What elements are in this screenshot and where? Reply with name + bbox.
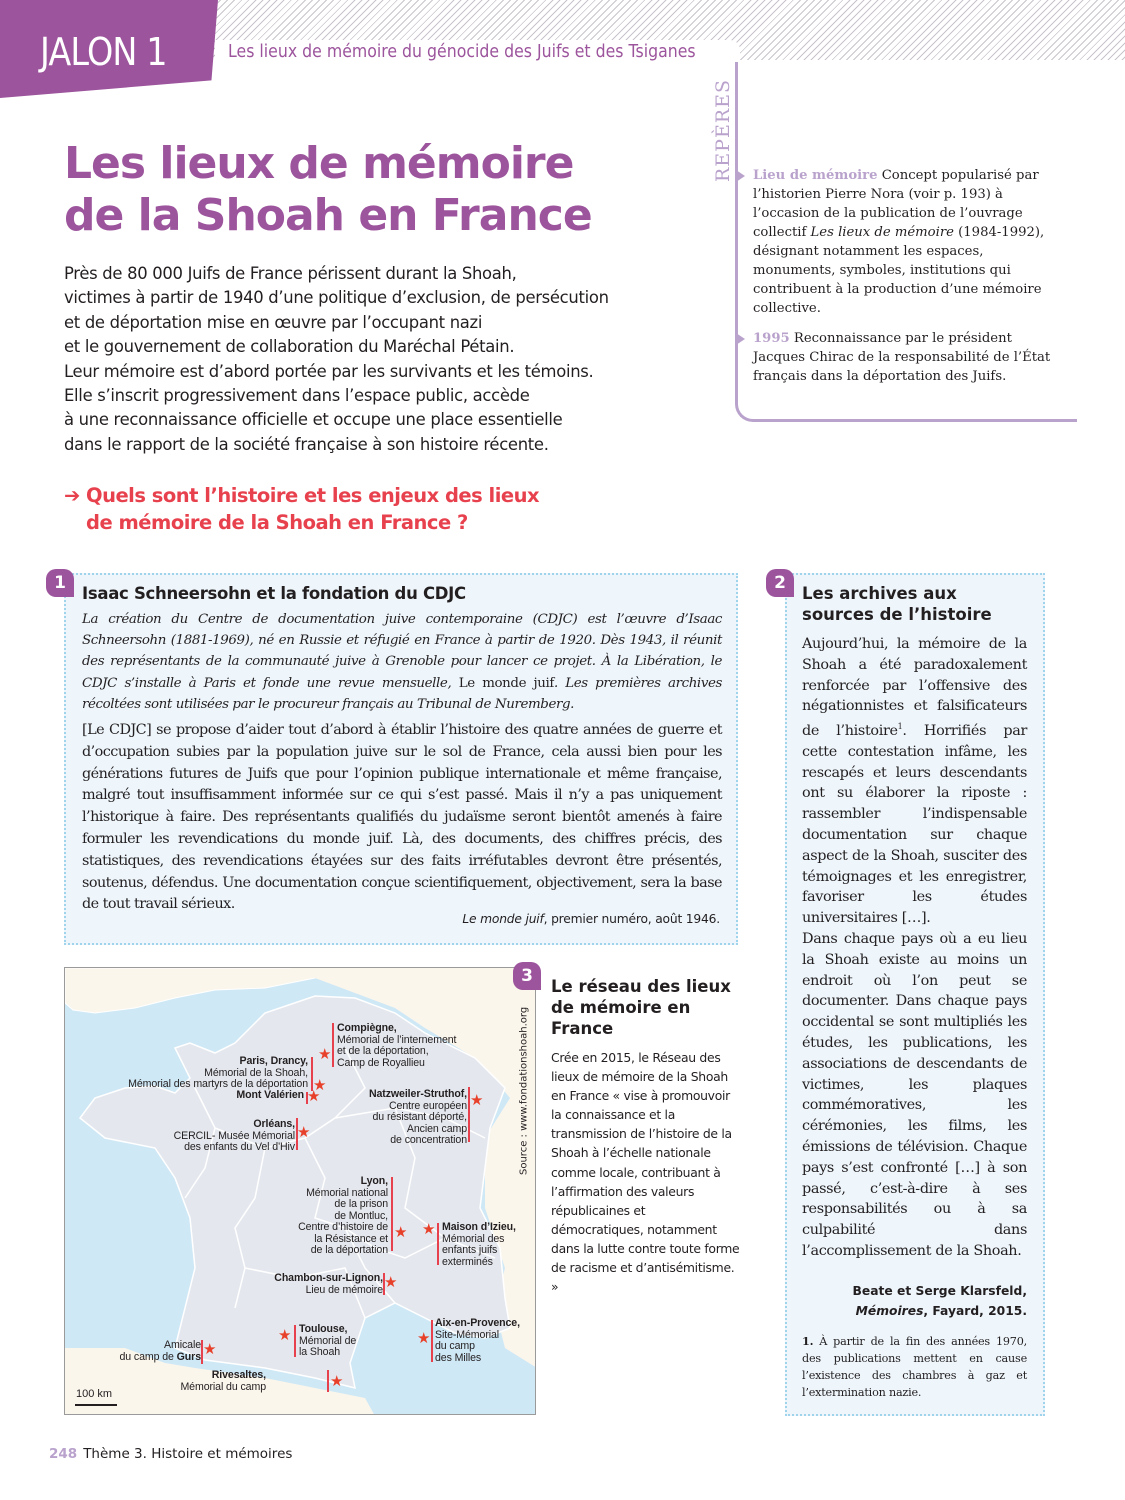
star-marker-icon: ★ — [278, 1326, 292, 1344]
place-description: de la déportation — [310, 1244, 388, 1256]
map-leader-line — [327, 1370, 329, 1392]
document-2-footnote — [802, 1333, 1027, 1401]
map-label-gurs — [119, 1340, 201, 1363]
question-line1: Quels sont l’histoire et les enjeux des lieux — [86, 484, 540, 507]
star-marker-icon: ★ — [384, 1273, 398, 1291]
document-2-number-badge: 2 — [766, 569, 794, 597]
document-2-paragraph-1-end: . Horrifiés par cette contestation infâme, les rescapés et leurs descendants ont su élaborer la riposte : rassembler l’indispensable documentation sur chaque aspect de la Shoah, susciter des témoignages et les enregistrer, favoriser les études universitaires […]. — [802, 722, 1027, 927]
page-title-line1: Les lieux de mémoire — [64, 138, 574, 189]
star-marker-icon: ★ — [203, 1340, 217, 1358]
place-description: la Shoah — [299, 1346, 341, 1358]
reperes-entry-1995 — [753, 329, 1053, 386]
place-description: et de la déportation, — [337, 1045, 429, 1057]
star-marker-icon: ★ — [330, 1372, 344, 1390]
document-2-source-author: Beate et Serge Klarsfeld, — [852, 1284, 1027, 1298]
place-name: Lyon, — [360, 1175, 388, 1187]
intro-line: Elle s’inscrit progressivement dans l’espace public, accède — [64, 386, 530, 406]
place-description: de Montluc, — [334, 1209, 388, 1222]
footer-theme: Thème 3. Histoire et mémoires — [83, 1446, 293, 1462]
question-line2: de mémoire de la Shoah en France ? — [86, 511, 468, 534]
page-title-line2: de la Shoah en France — [64, 190, 592, 241]
document-2-title: Les archives aux sources de l’histoire — [802, 584, 992, 624]
place-description: des Milles — [435, 1351, 482, 1364]
intro-line: et de déportation mise en œuvre par l’occupant nazi — [64, 312, 483, 332]
intro-line: victimes à partir de 1940 d’une politique d’exclusion, de persécution — [64, 288, 609, 308]
page-footer — [49, 1446, 292, 1462]
document-1-title: Isaac Schneersohn et la fondation du CDJC — [82, 584, 466, 603]
reperes-text: Reconnaissance par le président Jacques Chirac de la responsabilité de l’État français dans la déportation des Juifs. — [753, 331, 1051, 384]
document-1-introduction — [82, 609, 722, 715]
document-1-source-title: Le monde juif — [462, 912, 544, 926]
reperes-text-end: (1984-1992), désignant notamment les espaces, monuments, symboles, institutions qui contribuent à la production d’une mémoire collective. — [753, 225, 1045, 316]
document-1-journal-title: Le monde juif — [458, 675, 554, 691]
document-2-source — [802, 1281, 1027, 1321]
map-label-maison-izieu — [442, 1222, 516, 1268]
footnote-text: À partir de la fin des années 1970, des publications mettent en cause l’existence des chambres à gaz et l’extermination nazie. — [802, 1335, 1027, 1399]
place-name: Gurs — [176, 1350, 201, 1363]
place-description: Centre d’histoire de — [298, 1221, 388, 1233]
intro-line: et le gouvernement de collaboration du Maréchal Pétain. — [64, 337, 515, 357]
document-2-paragraph-2: Dans chaque pays où a eu lieu la Shoah existe au moins un endroit où l’on peut se documenter. Dans chaque pays occidental se sont multipliés les études, les publications, les associations de descendants de victimes, les plaques commémoratives, les cérémonies, les films, les émissions de télévision. Chaque pays s’est confronté […] à son passé, c’est-à-dire à ses responsabilités ou à sa culpabilité dans l’accomplissement de la Shoah. — [802, 930, 1027, 1259]
place-description: Mémorial de la Shoah, — [204, 1066, 308, 1079]
reperes-text: Concept popularisé par l’historien Pierre Nora (voir p. 193) à l’occasion de la publication de l’ouvrage collectif — [753, 168, 1039, 240]
map-label-rivesaltes — [180, 1370, 266, 1393]
star-marker-icon: ★ — [313, 1076, 327, 1094]
place-name: Aix-en-Provence, — [435, 1317, 520, 1329]
place-name: Compiègne, — [337, 1022, 397, 1034]
document-3-number-badge: 3 — [513, 962, 541, 990]
place-description: Ancien camp — [406, 1122, 467, 1135]
place-description: Lieu de mémoire — [305, 1283, 383, 1296]
map-label-toulouse — [299, 1324, 356, 1359]
reperes-book-title: Les lieux de mémoire — [810, 225, 954, 240]
star-marker-icon: ★ — [394, 1223, 408, 1241]
map-label-chambon-sur-lignon — [274, 1273, 383, 1296]
star-marker-icon: ★ — [307, 1087, 321, 1105]
map-leader-line — [437, 1223, 439, 1265]
map-leader-line — [431, 1320, 433, 1362]
place-description: la Résistance et — [314, 1232, 388, 1245]
document-2-text — [802, 634, 1027, 1262]
place-name: Natzweiler-Struthof, — [368, 1088, 467, 1100]
map-label-natzweiler-struthof — [369, 1089, 467, 1147]
arrow-right-icon: ➔ — [64, 484, 80, 507]
reperes-title: REPÈRES — [712, 78, 734, 182]
place-description: du camp — [435, 1340, 475, 1352]
intro-paragraph — [64, 262, 684, 457]
document-1-source — [462, 912, 720, 926]
place-description: de la prison — [334, 1198, 388, 1210]
header-subtitle: Les lieux de mémoire du génocide des Juifs et des Tsiganes — [228, 42, 696, 62]
map-label-aix-en-provence — [435, 1318, 520, 1364]
place-name: Chambon-sur-Lignon, — [274, 1272, 383, 1284]
place-description: Mémorial de l’internement — [337, 1033, 457, 1046]
place-description: exterminés — [442, 1255, 493, 1268]
place-description: Mémorial du camp — [180, 1380, 266, 1393]
footnote-reference: 1 — [897, 722, 903, 732]
document-1-number-badge: 1 — [46, 569, 74, 597]
document-1-source-details: , premier numéro, août 1946. — [543, 912, 720, 926]
place-description: Centre européen — [388, 1099, 467, 1112]
reperes-entry-lieu-de-memoire — [753, 166, 1053, 318]
document-2-source-details: , Fayard, 2015. — [923, 1304, 1027, 1318]
place-name: Paris, Drancy, — [239, 1055, 308, 1067]
place-description: CERCIL- Musée Mémorial — [173, 1129, 295, 1142]
place-name: Orléans, — [253, 1118, 295, 1130]
page-title — [64, 138, 704, 242]
document-2-source-book: Mémoires — [855, 1304, 924, 1318]
place-description: enfants juifs — [442, 1244, 498, 1256]
map-label-mont-valerien — [236, 1090, 304, 1102]
place-description: Mémorial des martyrs de la déportation — [128, 1078, 308, 1090]
place-description: Mémorial des — [442, 1232, 505, 1245]
map-label-lyon — [298, 1176, 388, 1257]
problematic-question — [64, 482, 684, 536]
map-leader-line — [391, 1177, 393, 1251]
map-label-paris-drancy — [128, 1056, 308, 1091]
place-description: Camp de Royallieu — [337, 1056, 425, 1069]
star-marker-icon: ★ — [417, 1329, 431, 1347]
star-marker-icon: ★ — [297, 1123, 311, 1141]
jalon-label: JALON 1 — [40, 30, 167, 74]
place-description: des enfants du Vel d'Hiv — [184, 1141, 295, 1153]
place-description: Mémorial de — [299, 1334, 357, 1347]
reperes-term: 1995 — [753, 331, 790, 346]
map-leader-line — [332, 1023, 334, 1067]
map-source: Source : www.fondationshoah.org — [518, 1006, 530, 1175]
document-1-quote: [Le CDJC] se propose d’aider tout d’abord à établir l’histoire des quatre années de guerre et d’occupation subies par la population juive sur le sol de France, cela aussi bien pour les générations futures de Juifs que pour l’opinion publique internationale et même française, malgré tout insuffisamment informée sur ce qui s’est passé. Mais il n’y a pas uniquement l’historique à faire. Des représentants qualifiés du judaïsme seront bientôt amenés à faire formuler les revendications du monde juif. Là, des documents, des chiffres précis, des statistiques, des revendications étayées sur des faits irréfutables devront être présentés, soutenus, défendus. Une documentation conçue scientifiquement, objectivement, sera la base de tout travail sérieux. — [82, 722, 722, 913]
document-1-intro-text-end: . Les premières archives récoltées sont utilisées par le procureur français au Tribunal de Nuremberg. — [82, 675, 722, 712]
document-1-intro-text: La création du Centre de documentation juive contemporaine (CDJC) est l’œuvre d’Isaac Schneersohn (1881-1969), né en Russie et réfugié en France à partir de 1920. Dès 1943, il réunit des représentants de la communauté juive à Grenoble pour lancer ce projet. À la Libération, le CDJC s’installe à Paris et fonde une revue mensuelle, — [82, 612, 722, 691]
intro-line: dans le rapport de la société française à son histoire récente. — [64, 434, 549, 454]
map-scale-bar — [75, 1404, 117, 1406]
triangle-bullet-icon — [736, 170, 745, 182]
map-leader-line — [294, 1325, 296, 1357]
triangle-bullet-icon — [736, 333, 745, 345]
place-description: Amicale — [164, 1339, 201, 1351]
star-marker-icon: ★ — [422, 1220, 436, 1238]
place-description: du résistant déporté, — [372, 1111, 467, 1123]
place-name: Maison d’Izieu, — [442, 1221, 516, 1233]
document-2-paragraph-1: Aujourd’hui, la mémoire de la Shoah a été paradoxalement renforcée par l’offensive des négationnistes et falsificateurs de l’histoire — [802, 636, 1027, 739]
document-3-text: Crée en 2015, le Réseau des lieux de mémoire de la Shoah en France « vise à promouvoir la connaissance et la transmission de l’histoire de la Shoah à l’échelle nationale comme locale, contribuant à l’affirmation des valeurs républicaines et démocratiques, notamment dans la lutte contre toute forme de racisme et d’antisémitisme. » — [551, 1050, 740, 1295]
document-3-title: Le réseau des lieux de mémoire en France — [551, 977, 731, 1038]
place-description: du camp de — [119, 1350, 177, 1363]
page-number: 248 — [49, 1446, 78, 1462]
footnote-number: 1. — [802, 1334, 814, 1348]
place-description: Site-Mémorial — [435, 1328, 500, 1341]
star-marker-icon: ★ — [318, 1045, 332, 1063]
star-marker-icon: ★ — [470, 1091, 484, 1109]
reperes-term: Lieu de mémoire — [753, 168, 878, 183]
intro-line: Près de 80 000 Juifs de France périssent durant la Shoah, — [64, 264, 517, 283]
place-description: de concentration — [390, 1134, 467, 1146]
intro-line: à une reconnaissance officielle et occupe une place essentielle — [64, 410, 563, 430]
place-name: Rivesaltes, — [211, 1369, 266, 1381]
map-label-orleans — [174, 1119, 295, 1154]
place-description: Mémorial national — [306, 1186, 388, 1199]
place-name: Mont Valérien — [236, 1089, 304, 1101]
map-scale-label: 100 km — [76, 1388, 113, 1400]
intro-line: Leur mémoire est d’abord portée par les survivants et les témoins. — [64, 361, 594, 381]
map-label-compiegne — [337, 1023, 456, 1069]
place-name: Toulouse, — [299, 1323, 348, 1335]
